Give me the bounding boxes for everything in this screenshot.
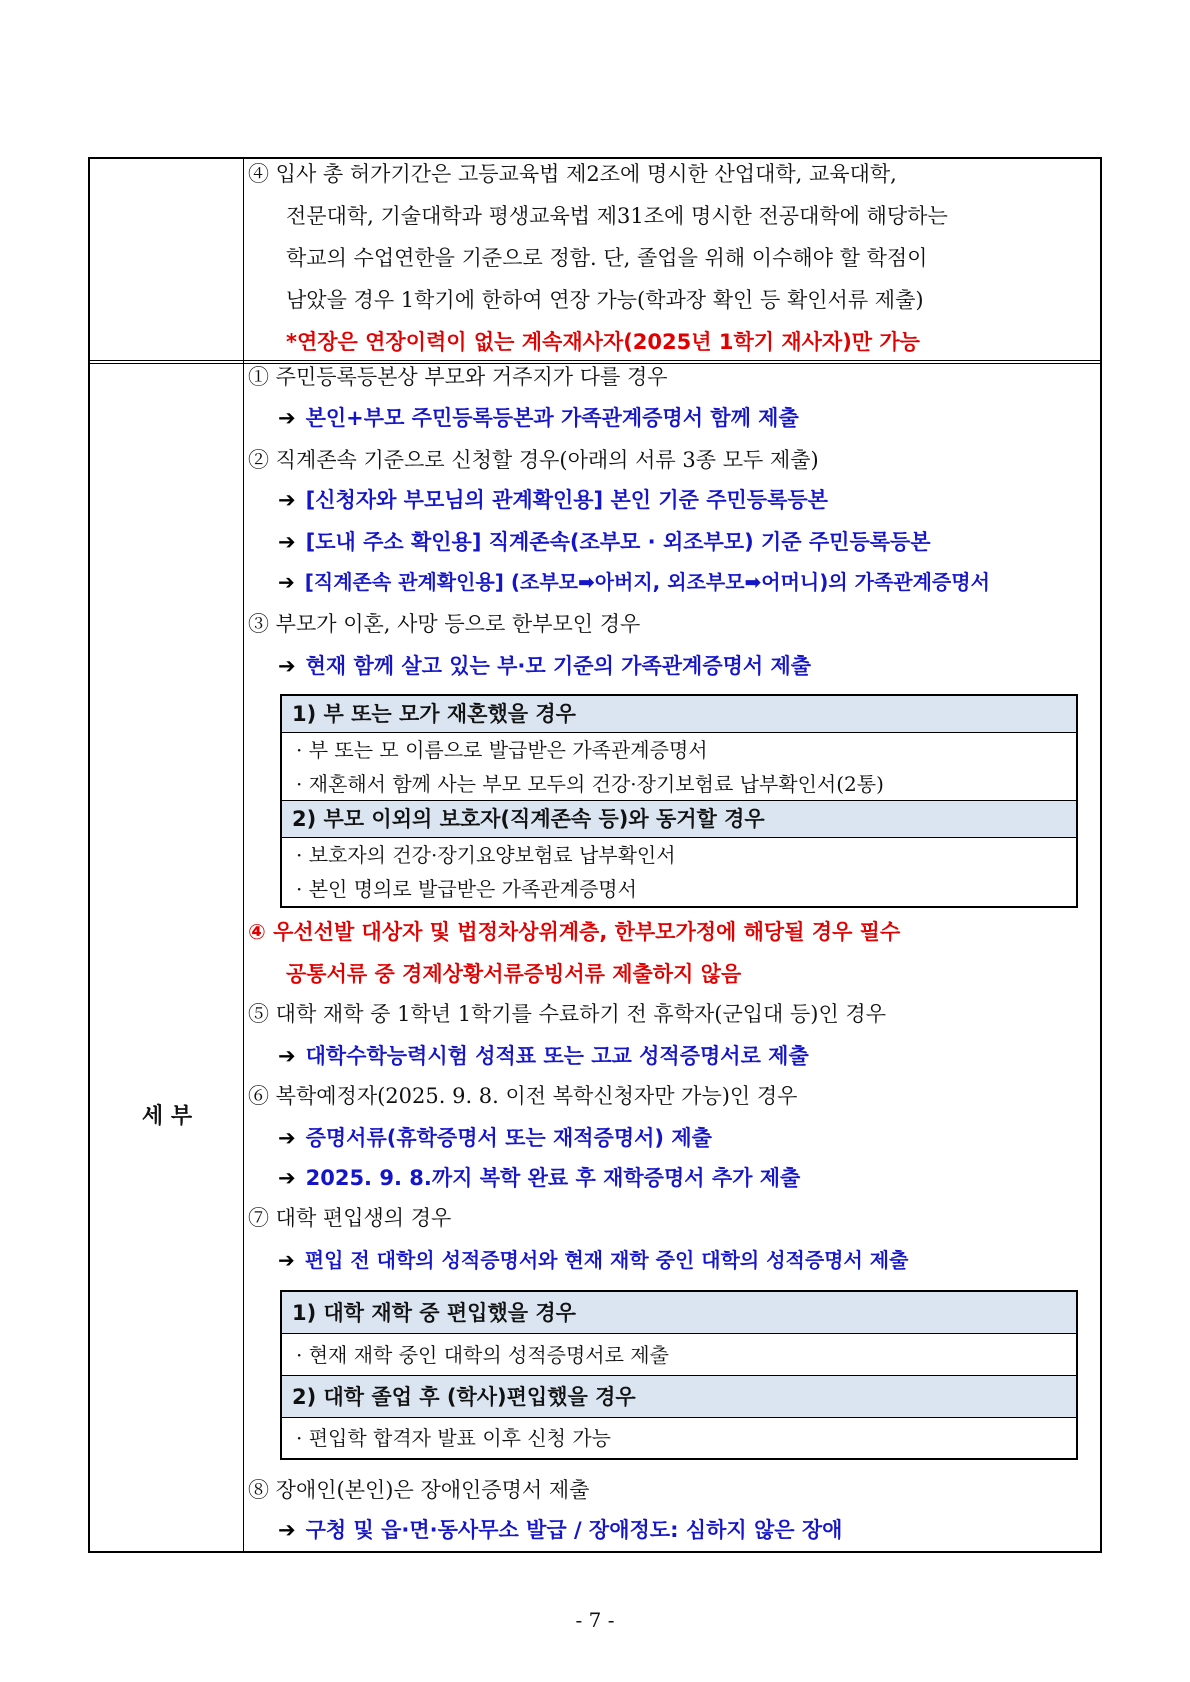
item-7-text: ⑦ 대학 편입생의 경우	[248, 1206, 452, 1230]
item-6-arrow-text-2: 2025. 9. 8.까지 복학 완료 후 재학증명서 추가 제출	[305, 1166, 801, 1190]
arrow-right-icon: ➔	[278, 1126, 296, 1150]
item-4-line-1: ④ 우선선발 대상자 및 법정차상위계층, 한부모가정에 해당될 경우 필수	[248, 920, 901, 944]
item-6-arrow-text-1: 증명서류(휴학증명서 또는 재적증명서) 제출	[305, 1126, 712, 1150]
top-line-1: ④ 입사 총 허가기간은 고등교육법 제2조에 명시한 산업대학, 교육대학,	[248, 162, 897, 186]
arrow-right-icon: ➔	[278, 1518, 296, 1542]
item-8-arrow-line	[278, 1510, 1095, 1550]
item-1-text: ① 주민등록등본상 부모와 거주지가 다를 경우	[248, 365, 668, 389]
arrow-right-icon: ➔	[278, 530, 296, 554]
page-number: - 7 -	[575, 1608, 615, 1632]
item-2-arrow-line-1	[278, 480, 1095, 520]
item-7-arrow-line	[278, 1240, 1095, 1280]
top-line-2: 전문대학, 기술대학과 평생교육법 제31조에 명시한 전공대학에 해당하는	[286, 204, 948, 228]
item-3-arrow-text: 현재 함께 살고 있는 부·모 기준의 가족관계증명서 제출	[305, 654, 812, 678]
box-item: · 보호자의 건강·장기요양보험료 납부확인서	[296, 843, 676, 867]
arrow-right-icon: ➔	[278, 1166, 296, 1190]
label-column	[90, 159, 244, 1551]
top-line-4: 남았을 경우 1학기에 한하여 연장 가능(학과장 확인 등 확인서류 제출)	[286, 288, 924, 312]
item-2-arrow-line-2	[278, 522, 1095, 562]
item-6-text: ⑥ 복학예정자(2025. 9. 8. 이전 복학신청자만 가능)인 경우	[248, 1084, 798, 1108]
item-1-arrow-text: 본인+부모 주민등록등본과 가족관계증명서 함께 제출	[305, 406, 799, 430]
arrow-right-icon: ➔	[278, 1044, 296, 1068]
transfer-box	[280, 1290, 1078, 1460]
arrow-right-icon: ➔	[278, 570, 295, 594]
detail-label: 세 부	[141, 1104, 193, 1129]
arrow-right-icon: ➔	[278, 488, 296, 512]
item-6-arrow-line-2	[278, 1158, 1095, 1198]
item-5-text: ⑤ 대학 재학 중 1학년 1학기를 수료하기 전 휴학자(군입대 등)인 경우	[248, 1002, 887, 1026]
item-5-arrow-text: 대학수학능력시험 성적표 또는 고교 성적증명서로 제출	[305, 1044, 809, 1068]
item-2-arrow-text-2: [도내 주소 확인용] 직계존속(조부모 · 외조부모) 기준 주민등록등본	[305, 530, 931, 554]
item-2-text: ② 직계존속 기준으로 신청할 경우(아래의 서류 3종 모두 제출)	[248, 448, 819, 472]
item-6-arrow-line-1	[278, 1118, 1095, 1158]
item-8-arrow-text: 구청 및 읍·면·동사무소 발급 / 장애정도: 심하지 않은 장애	[305, 1518, 843, 1542]
item-2-arrow-text-1: [신청자와 부모님의 관계확인용] 본인 기준 주민등록등본	[305, 488, 828, 512]
box-header: 2) 부모 이외의 보호자(직계존속 등)와 동거할 경우	[282, 801, 1076, 838]
arrow-right-icon: ➔	[278, 1248, 295, 1272]
single-parent-box	[280, 694, 1078, 908]
box-header: 1) 대학 재학 중 편입했을 경우	[282, 1292, 1076, 1334]
box-item: · 편입학 합격자 발표 이후 신청 가능	[296, 1426, 611, 1450]
box-item: · 부 또는 모 이름으로 발급받은 가족관계증명서	[296, 738, 708, 762]
item-2-arrow-text-3: [직계존속 관계확인용] (조부모➡아버지, 외조부모➡어머니)의 가족관계증명서	[304, 570, 990, 594]
item-3-text: ③ 부모가 이혼, 사망 등으로 한부모인 경우	[248, 612, 641, 636]
item-2-arrow-line-3	[278, 562, 1095, 602]
box-header: 1) 부 또는 모가 재혼했을 경우	[282, 696, 1076, 733]
box-header: 2) 대학 졸업 후 (학사)편입했을 경우	[282, 1376, 1076, 1418]
item-7-arrow-text: 편입 전 대학의 성적증명서와 현재 재학 중인 대학의 성적증명서 제출	[304, 1248, 909, 1272]
top-line-3: 학교의 수업연한을 기준으로 정함. 단, 졸업을 위해 이수해야 할 학점이	[286, 246, 928, 270]
extension-note: *연장은 연장이력이 없는 계속재사자(2025년 1학기 재사자)만 가능	[286, 330, 920, 354]
arrow-right-icon: ➔	[278, 406, 296, 430]
box-item: · 본인 명의로 발급받은 가족관계증명서	[296, 877, 637, 901]
item-5-arrow-line	[278, 1036, 1095, 1076]
item-3-arrow-line	[278, 646, 1095, 686]
box-item: · 현재 재학 중인 대학의 성적증명서로 제출	[282, 1334, 1076, 1376]
item-4-line-2: 공통서류 중 경제상황서류증빙서류 제출하지 않음	[286, 962, 742, 986]
item-8-text: ⑧ 장애인(본인)은 장애인증명서 제출	[248, 1478, 590, 1502]
arrow-right-icon: ➔	[278, 654, 296, 678]
box-item: · 재혼해서 함께 사는 부모 모두의 건강·장기보험료 납부확인서(2통)	[282, 767, 1076, 801]
item-1-arrow-line	[278, 398, 1095, 438]
